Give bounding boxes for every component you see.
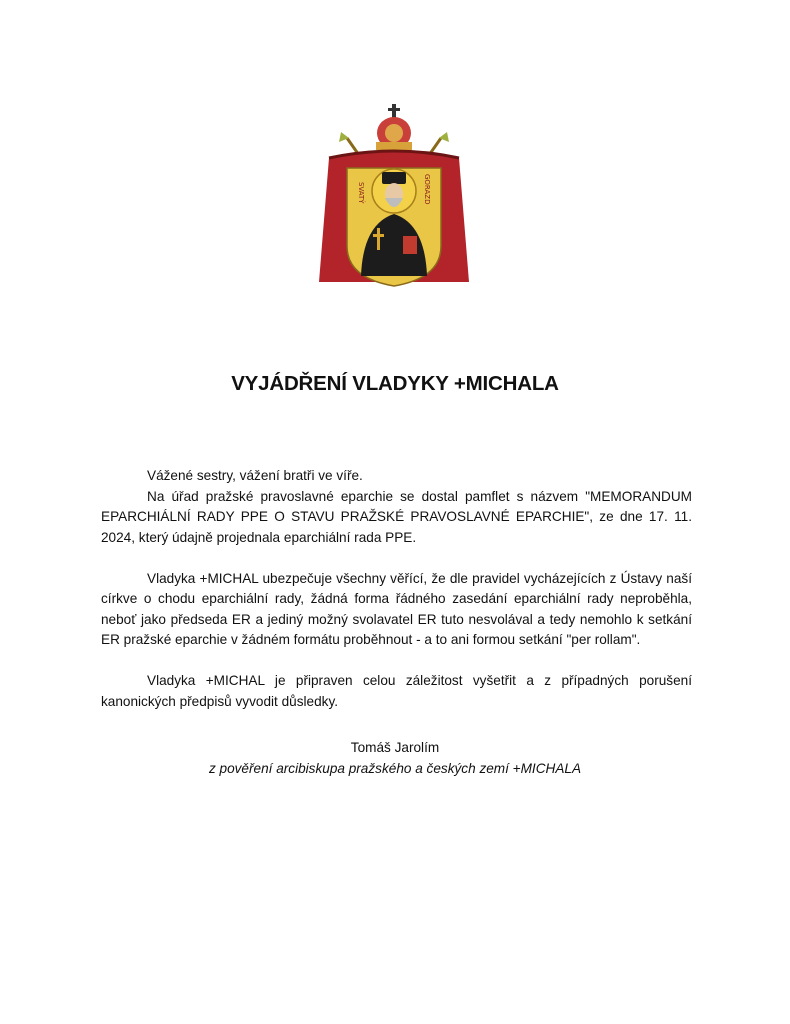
document-title: VYJÁDŘENÍ VLADYKY +MICHALA — [231, 372, 559, 395]
signature-name: Tomáš Jarolím — [350, 740, 440, 755]
greeting-paragraph: Vážené sestry, vážení bratři ve víře. — [147, 468, 363, 483]
body-paragraph-1: Na úřad pražské pravoslavné eparchie se dostal pamflet s názvem "MEMORANDUM EPARCHIÁLNÍ RADY PPE O STAVU PRAŽSKÉ PRAVOSLAVNÉ EPARCHIE", ze dne 17. 11. 2024, který údajně projednala eparchiální rada PPE. — [101, 488, 692, 545]
body-paragraph-2: Vladyka +MICHAL ubezpečuje všechny věřící, že dle pravidel vycházejících z Ústavy naší církve o chodu eparchiální rady, žádná forma řádného zasedání eparchiální rady neproběhla, neboť jako předseda ER a jediný možný svolavatel ER tuto nesvolával a tedy nemohlo k setkání ER pražské eparchie v žádném formátu proběhnout - a to ani formou setkání "per rollam". — [101, 570, 692, 647]
svg-text:SVATÝ: SVATÝ — [357, 182, 365, 204]
signature-role: z pověření arcibiskupa pražského a českých zemí +MICHALA — [208, 761, 582, 776]
letter-body — [101, 466, 692, 712]
coat-of-arms-icon — [289, 96, 500, 308]
svg-text:GORAZD: GORAZD — [423, 174, 431, 205]
body-paragraph-3: Vladyka +MICHAL je připraven celou záležitost vyšetřit a z případných porušení kanonických předpisů vyvodit důsledky. — [101, 673, 692, 709]
